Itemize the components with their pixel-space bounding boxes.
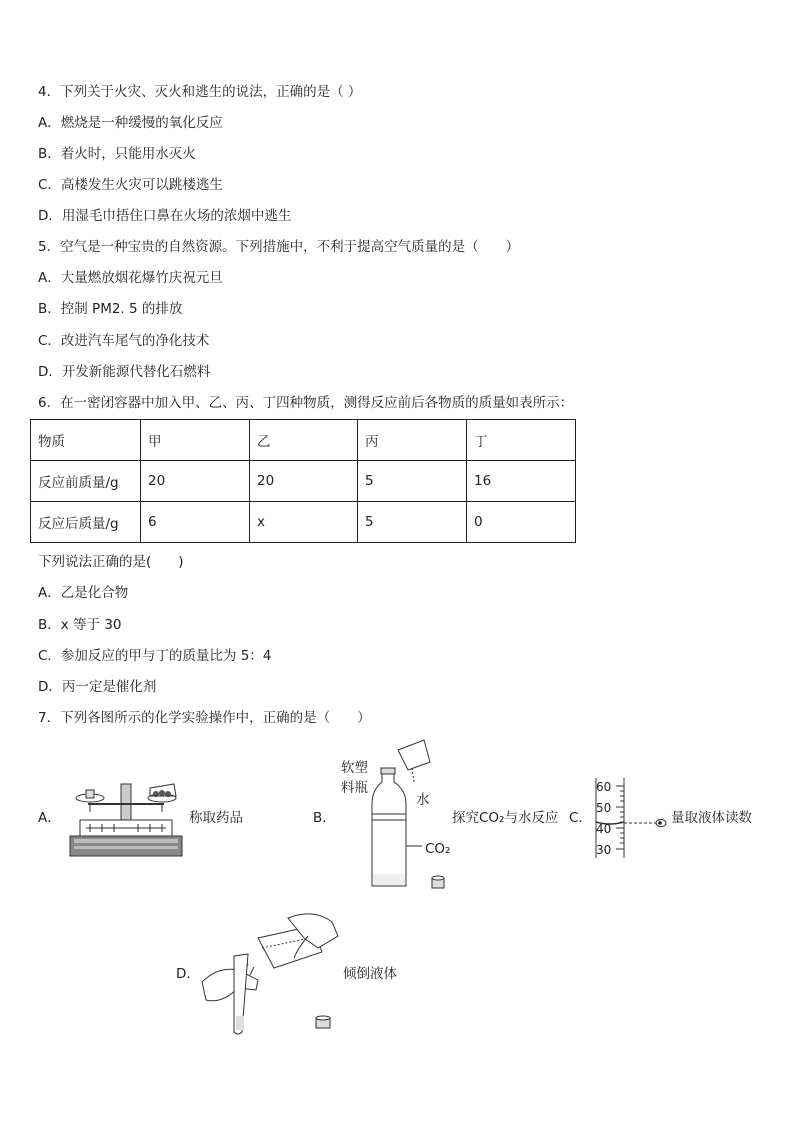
table-cell: 0 xyxy=(467,502,576,543)
balance-illustration xyxy=(66,776,186,858)
table-cell: 物质 xyxy=(31,420,141,461)
table-cell: 16 xyxy=(467,461,576,502)
fig-b-bottle-label-2: 料瓶 xyxy=(341,780,368,796)
q6-option-b: B．x 等于 30 xyxy=(38,617,122,633)
q6-stem: 6．在一密闭容器中加入甲、乙、丙、丁四种物质，测得反应前后各物质的质量如表所示： xyxy=(38,395,574,411)
table-cell: 乙 xyxy=(250,420,358,461)
fig-d-letter: D． xyxy=(176,966,200,982)
cylinder-tick-label: 50 xyxy=(596,801,612,815)
q5-option-b: B．控制 PM2. 5 的排放 xyxy=(38,301,183,317)
table-cell: 5 xyxy=(358,502,467,543)
q7-stem: 7．下列各图所示的化学实验操作中，正确的是（ ） xyxy=(38,710,371,726)
q5-option-d: D．开发新能源代替化石燃料 xyxy=(38,364,211,380)
fig-b-letter: B． xyxy=(313,810,336,826)
q4-option-b: B．着火时，只能用水灭火 xyxy=(38,146,196,162)
table-cell: 5 xyxy=(358,461,467,502)
table-row xyxy=(31,502,576,543)
table-cell: 20 xyxy=(141,461,250,502)
table-cell: 反应前质量/g xyxy=(31,461,141,502)
q6-option-a: A．乙是化合物 xyxy=(38,585,129,601)
q6-option-d: D．丙一定是催化剂 xyxy=(38,679,157,695)
fig-c-letter: C． xyxy=(569,810,592,826)
cylinder-tick-label: 30 xyxy=(596,843,612,857)
table-cell: 甲 xyxy=(141,420,250,461)
table-row xyxy=(31,461,576,502)
fig-b-caption: 探究CO₂与水反应 xyxy=(452,810,559,826)
table-cell: 6 xyxy=(141,502,250,543)
cylinder-tick-label: 60 xyxy=(596,780,612,794)
pouring-liquid-illustration xyxy=(198,908,344,1036)
table-cell: 丁 xyxy=(467,420,576,461)
q6-option-c: C．参加反应的甲与丁的质量比为 5：4 xyxy=(38,648,272,664)
fig-b-bottle-label-1: 软塑 xyxy=(341,760,368,776)
table-cell: x xyxy=(250,502,358,543)
fig-c-caption: 量取液体读数 xyxy=(671,810,752,826)
mass-table xyxy=(30,419,576,543)
fig-d-caption: 倾倒液体 xyxy=(343,966,397,982)
q4-stem: 4．下列关于火灾、灭火和逃生的说法，正确的是（ ） xyxy=(38,84,362,100)
table-cell: 20 xyxy=(250,461,358,502)
table-row xyxy=(31,420,576,461)
q5-option-a: A．大量燃放烟花爆竹庆祝元旦 xyxy=(38,270,223,286)
fig-b-co2-label: CO₂ xyxy=(425,841,451,857)
q4-option-c: C．高楼发生火灾可以跳楼逃生 xyxy=(38,177,223,193)
q5-stem: 5．空气是一种宝贵的自然资源。下列措施中，不利于提高空气质量的是（ ） xyxy=(38,239,520,255)
table-cell: 丙 xyxy=(358,420,467,461)
q5-option-c: C．改进汽车尾气的净化技术 xyxy=(38,333,210,349)
cylinder-tick-label: 40 xyxy=(596,822,612,836)
q6-prompt: 下列说法正确的是( ) xyxy=(38,554,184,570)
table-cell: 反应后质量/g xyxy=(31,502,141,543)
fig-a-caption: 称取药品 xyxy=(189,810,243,826)
fig-a-letter: A． xyxy=(38,810,61,826)
plastic-bottle-illustration xyxy=(368,738,450,894)
q4-option-a: A．燃烧是一种缓慢的氧化反应 xyxy=(38,115,223,131)
fig-b-water-label: 水 xyxy=(416,792,430,808)
q4-option-d: D．用湿毛巾捂住口鼻在火场的浓烟中逃生 xyxy=(38,208,292,224)
